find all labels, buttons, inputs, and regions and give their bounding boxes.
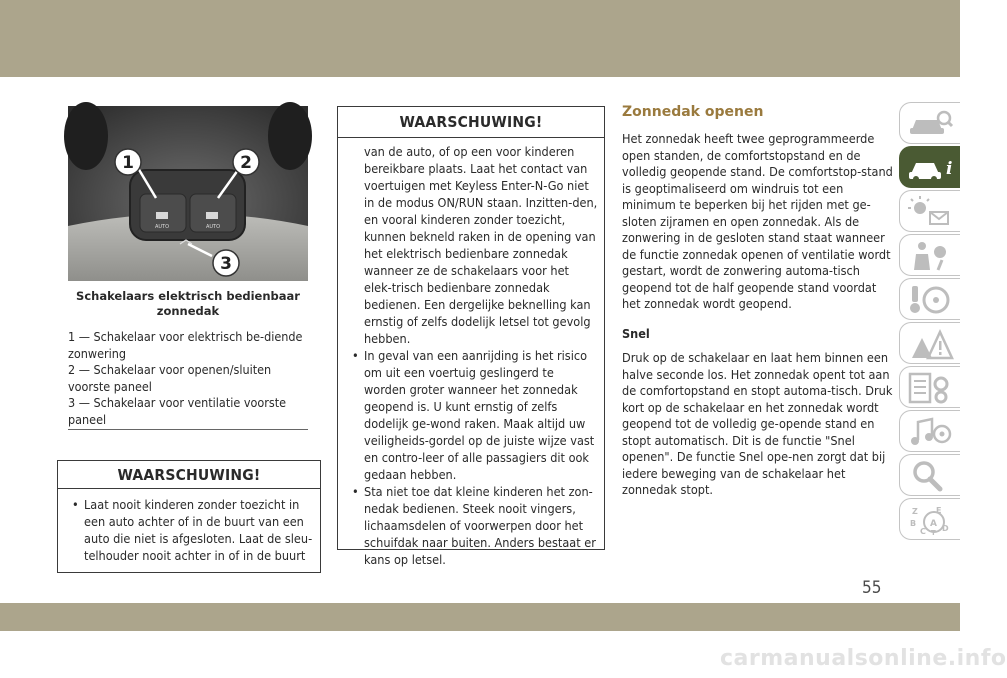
watermark: carmanualsonline.info xyxy=(720,646,1007,671)
warning-bullet: • In geval van een aanrijding is het risico om uit een voertuig geslingerd te worden groter wanneer het zonnedak geopend is. U kunt ernstig of zelfs dodelijk ge-wond raken. Maak altijd uw veiligheids-gordel op de juiste wijze vast en contro-leer of alle passagiers dit ook gedaan hebben. xyxy=(352,347,598,483)
warning-title-1: WAARSCHUWING! xyxy=(117,466,261,484)
callout-1: 1 xyxy=(122,153,134,173)
language-index-icon xyxy=(908,504,952,536)
maintenance-checklist-icon xyxy=(908,372,952,404)
tab-letter: B xyxy=(910,519,917,528)
tab-emergency[interactable] xyxy=(899,322,960,364)
tab-letter: D xyxy=(942,524,949,533)
warning-lights-icon xyxy=(908,196,952,228)
tab-letter: C xyxy=(920,527,926,536)
warning-title-divider-1 xyxy=(58,488,320,489)
legend-item-1: 1 — Schakelaar voor elektrisch be-diende zonwering xyxy=(68,329,303,361)
sunroof-switch-photo xyxy=(68,106,308,281)
section-subheading: Snel xyxy=(622,326,650,341)
seat-belt-airbag-icon xyxy=(908,240,952,272)
section-title: Zonnedak openen xyxy=(622,104,764,120)
legend-item-2: 2 — Schakelaar voor openen/sluiten voorste paneel xyxy=(68,362,272,394)
figure-caption: Schakelaars elektrisch bedienbaar zonnedak xyxy=(76,289,300,318)
tab-driving[interactable] xyxy=(899,278,960,320)
search-index-icon xyxy=(908,460,952,492)
section-paragraph-2: Druk op de schakelaar en laat hem binnen een halve seconde los. Het zonnedak opent tot aan de comfortopstand en stopt automa-tisch. Druk kort op de schakelaar en het zonnedak wordt geopend tot de volledig ge-opende stand en stopt automatisch. Dit is de functie "Snel openen". De functie Snel ope-nen zorgt dat bij iedere beweging van de schakelaar het zonnedak stopt. xyxy=(622,350,893,497)
warning-continuation: van de auto, of op een voor kinderen bereikbare plaats. Laat het contact van voertuigen met Keyless Enter-N-Go niet in de modus ON/RUN staan. Inzitten-den, en vooral kinderen zonder toezicht, kunnen bekneld raken in de opening van het elektrisch bedienbare zonnedak wanneer ze de schakelaars voor het elek-trisch bedienbare zonnedak bedienen. Een dergelijke beknelling kan ernstig of zelfs dodelijk letsel tot gevolg hebben. xyxy=(364,144,598,346)
warning-title-2: WAARSCHUWING! xyxy=(399,113,543,131)
tab-letter: A xyxy=(930,519,937,529)
warning-box-2 xyxy=(337,106,605,567)
tab-index[interactable] xyxy=(899,498,960,540)
multimedia-icon xyxy=(908,416,952,448)
warning-title-divider-2 xyxy=(338,137,604,138)
warning-body-1 xyxy=(72,496,316,564)
car-inspection-icon xyxy=(908,108,952,140)
warning-bullet: • Sta niet toe dat kleine kinderen het zon-nedak bedienen. Steek nooit vingers, lichaamsdelen of voorwerpen door het schuifdak naar buiten. Anders bestaat er kans op letsel. xyxy=(352,483,598,568)
svg-text:i: i xyxy=(946,159,953,179)
warning-bullet: • Laat nooit kinderen zonder toezicht in een auto achter of in de buurt van een auto die niet is afgesloten. Laat de sleu-telhouder nooit achter in of in de buurt xyxy=(72,496,316,564)
road-warning-icon xyxy=(908,328,952,360)
tab-maintenance[interactable] xyxy=(899,366,960,408)
callout-3: 3 xyxy=(220,254,232,274)
tab-letter: T xyxy=(931,529,936,537)
legend-item-3: 3 — Schakelaar voor ventilatie voorste paneel xyxy=(68,395,287,427)
tab-multimedia[interactable] xyxy=(899,410,960,452)
switch-label-2: AUTO xyxy=(205,224,221,230)
switch-illustration xyxy=(68,106,308,281)
legend-divider xyxy=(68,429,308,430)
section-paragraph-1: Het zonnedak heeft twee geprogrammeerde open standen, de comfortstopstand en de volledig geopende stand. De comfortstop-stand is geoptimaliseerd om windruis tot een minimum te beperken bij het rijden met ge-sloten zijramen en open zonnedak. Als de zonwering in de gesloten stand staat wanneer de functie zonnedak openen of ventilatie wordt gestart, wordt de zonwering automa-tisch geopend tot de half geopende stand voordat het zonnedak wordt geopend. xyxy=(622,131,893,311)
steering-wheel-icon xyxy=(908,284,952,316)
switch-label-1: AUTO xyxy=(154,224,170,230)
page-number: 55 xyxy=(862,578,882,598)
warning-body-2 xyxy=(352,143,598,568)
bottom-band xyxy=(0,603,960,631)
tab-letter: E xyxy=(936,506,942,515)
tab-car-inspection[interactable] xyxy=(899,102,960,144)
top-band xyxy=(0,0,960,77)
car-info-icon xyxy=(908,152,952,184)
figure-legend xyxy=(68,329,308,428)
tab-car-info[interactable] xyxy=(899,146,960,188)
warning-box-1 xyxy=(57,460,321,573)
tab-search[interactable] xyxy=(899,454,960,496)
tab-warning-lights[interactable] xyxy=(899,190,960,232)
tab-safety[interactable] xyxy=(899,234,960,276)
callout-2: 2 xyxy=(240,153,252,173)
tab-letter: Z xyxy=(912,507,918,516)
